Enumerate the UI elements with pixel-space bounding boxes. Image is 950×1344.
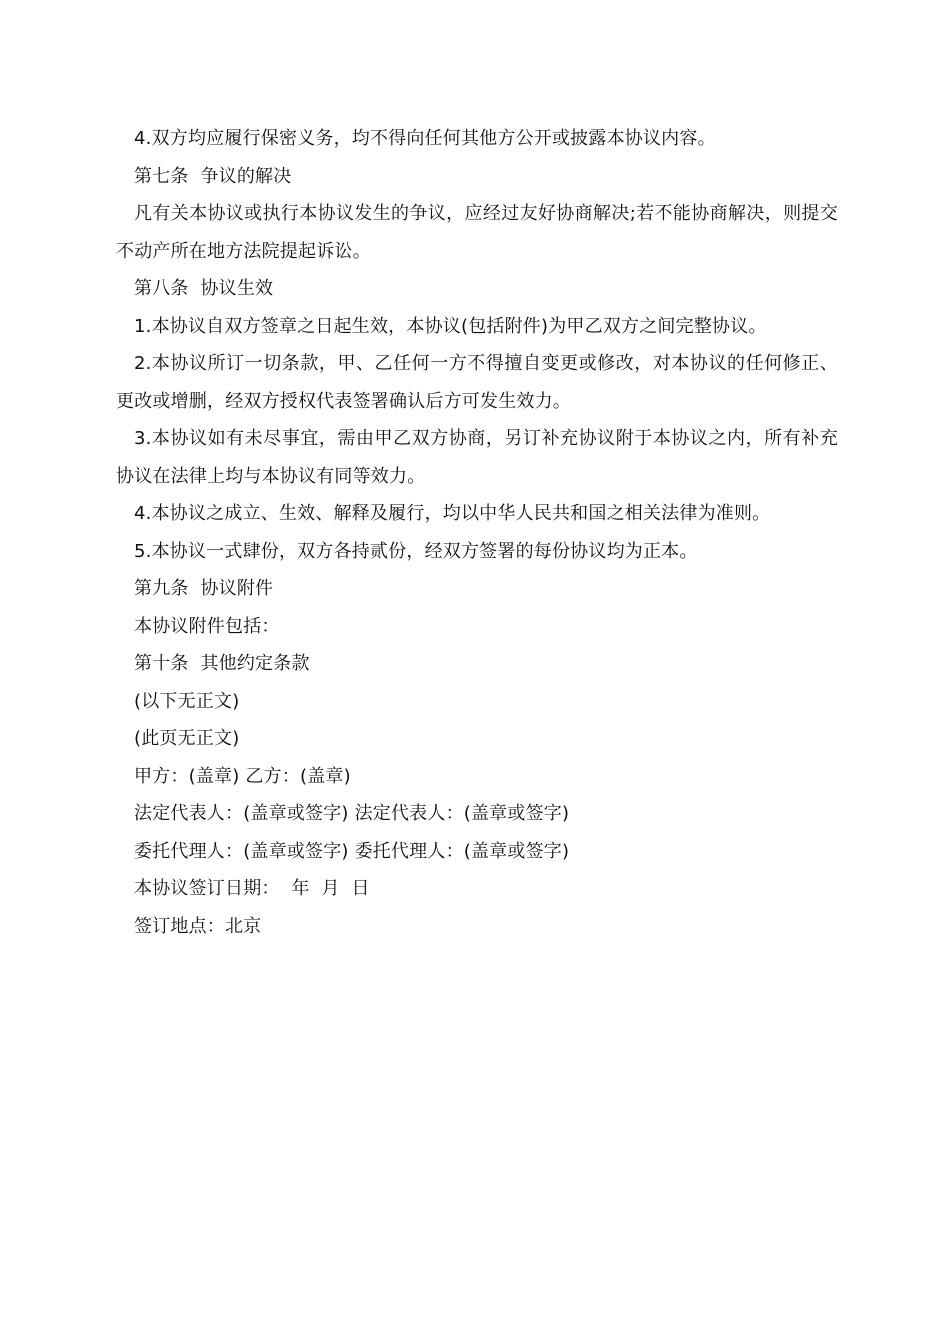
article-7-heading: 第七条 争议的解决	[134, 165, 292, 187]
document-body	[116, 120, 838, 945]
article-9-text: 本协议附件包括：	[134, 615, 280, 637]
article-8-item-3: 3.本协议如有未尽事宜，需由甲乙双方协商，另订补充协议附于本协议之内，所有补充协议在法律上均与本协议有同等效力。	[116, 428, 838, 487]
article-8-item-4: 4.本协议之成立、生效、解释及履行，均以中华人民共和国之相关法律为准则。	[134, 503, 771, 524]
blank-page-note: (此页无正文)	[134, 728, 240, 749]
no-further-text-note: (以下无正文)	[134, 690, 240, 712]
article-8-item-5: 5.本协议一式肆份，双方各持贰份，经双方签署的每份协议均为正本。	[134, 540, 698, 562]
article-8-item-1: 1.本协议自双方签章之日起生效，本协议(包括附件)为甲乙双方之间完整协议。	[134, 315, 767, 337]
legal-representative-line: 法定代表人：(盖章或签字) 法定代表人：(盖章或签字)	[134, 803, 570, 824]
article-7-text: 凡有关本协议或执行本协议发生的争议，应经过友好协商解决;若不能协商解决，则提交不动产所在地方法院提起诉讼。	[116, 203, 838, 262]
article-10-heading: 第十条 其他约定条款	[134, 653, 310, 674]
party-seal-line: 甲方：(盖章) 乙方：(盖章)	[134, 765, 351, 787]
article-9-heading: 第九条 协议附件	[134, 578, 274, 599]
article-8-heading: 第八条 协议生效	[134, 278, 274, 299]
signing-place-line: 签订地点：北京	[134, 915, 262, 937]
authorized-agent-line: 委托代理人：(盖章或签字) 委托代理人：(盖章或签字)	[134, 840, 570, 862]
clause-6-item-4: 4.双方均应履行保密义务，均不得向任何其他方公开或披露本协议内容。	[134, 128, 716, 149]
article-8-item-2: 2.本协议所订一切条款，甲、乙任何一方不得擅自变更或修改，对本协议的任何修正、更改或增删，经双方授权代表签署确认后方可发生效力。	[116, 353, 838, 412]
signing-date-line: 本协议签订日期： 年 月 日	[134, 878, 370, 899]
